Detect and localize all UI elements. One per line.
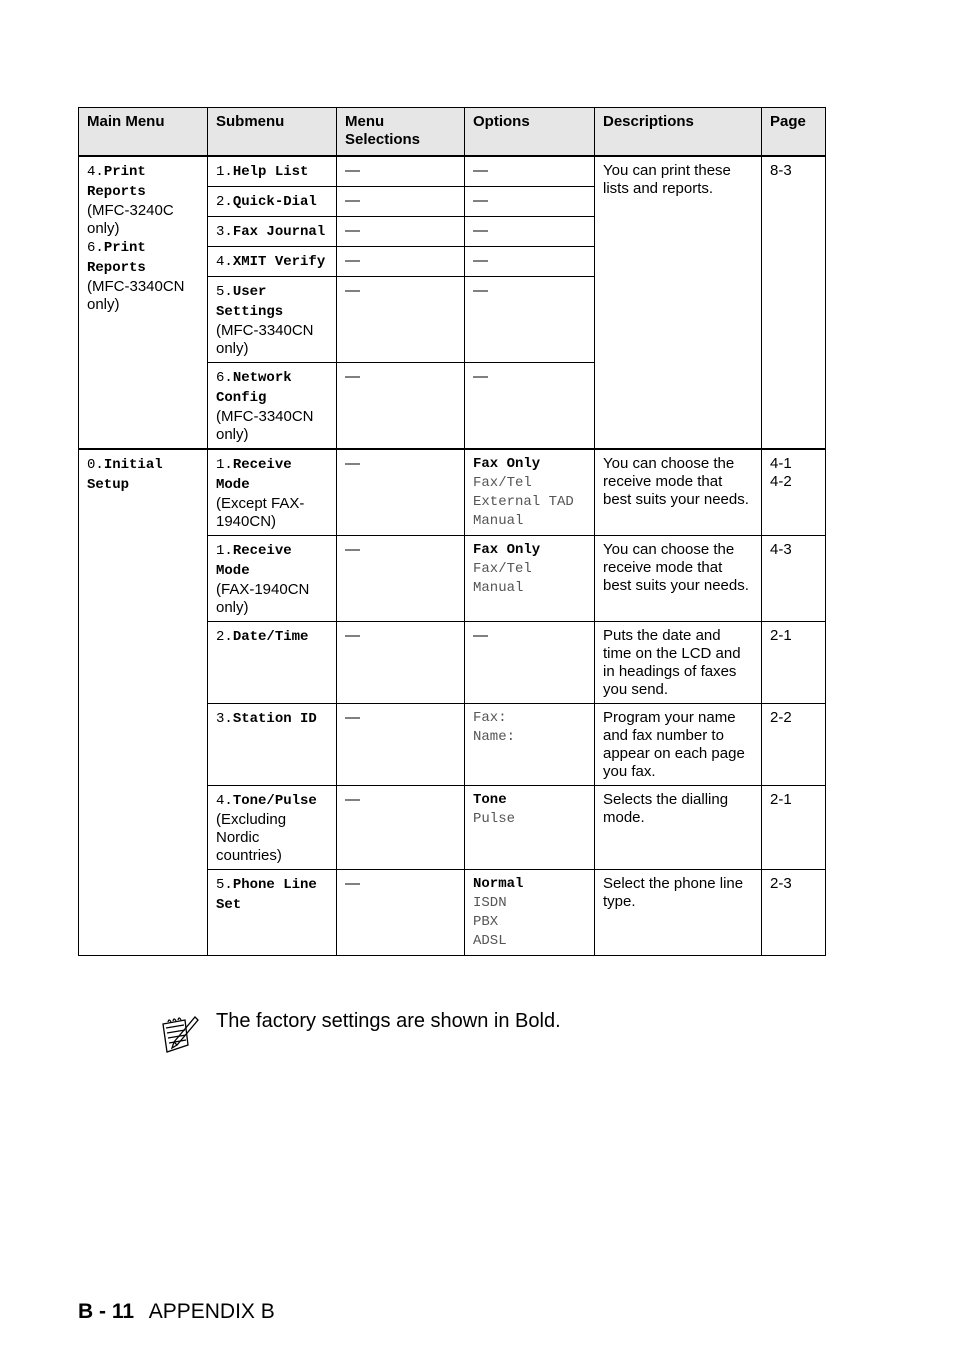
menu-selection-value: — [345, 791, 360, 808]
submenu-title [216, 791, 328, 811]
menu-selection-cell [337, 786, 465, 870]
options-cell [465, 247, 595, 277]
description-text: You can print these lists and reports. [603, 162, 731, 197]
submenu-number: 5. [216, 877, 233, 893]
submenu-number: 2. [216, 194, 233, 210]
menu-selection-cell [337, 536, 465, 622]
page-footer [78, 1299, 275, 1325]
main-menu-name: Print Reports [87, 240, 146, 276]
options-cell [465, 704, 595, 786]
submenu-number: 1. [216, 457, 233, 473]
submenu-name: Help List [232, 164, 309, 180]
submenu-name: Receive Mode [216, 457, 292, 493]
menu-selection-cell [337, 156, 465, 187]
submenu-cell [208, 156, 337, 187]
submenu-number: 3. [216, 711, 233, 727]
menu-selection-value: — [345, 252, 360, 269]
options-cell [465, 622, 595, 704]
submenu-name: Quick-Dial [232, 194, 317, 210]
main-menu-line [87, 202, 199, 238]
description-cell [595, 704, 762, 786]
submenu-number: 3. [216, 224, 233, 240]
submenu-title [216, 252, 328, 272]
option-value: Tone [473, 792, 507, 808]
submenu-title [216, 282, 328, 322]
menu-selection-value: — [345, 455, 360, 472]
menu-selection-cell [337, 363, 465, 450]
options-cell [465, 536, 595, 622]
submenu-name: Network Config [216, 370, 292, 406]
option-value: ISDN [473, 895, 507, 911]
menu-selection-cell [337, 217, 465, 247]
main-menu-name: Print Reports [87, 164, 146, 200]
submenu-cell [208, 363, 337, 450]
description-text: You can choose the receive mode that best suits your needs. [603, 455, 749, 508]
page-ref: 2-3 [770, 875, 792, 892]
submenu-name: XMIT Verify [232, 254, 326, 270]
option-value: — [473, 192, 488, 209]
description-text: Program your name and fax number to appear on each page you fax. [603, 709, 745, 780]
options-cell [465, 217, 595, 247]
submenu-number: 4. [216, 254, 233, 270]
option-value: — [473, 162, 488, 179]
submenu-note: (Excluding Nordic countries) [216, 811, 287, 864]
submenu-name: Phone Line Set [216, 877, 317, 913]
menu-selection-value: — [345, 282, 360, 299]
submenu-cell [208, 277, 337, 363]
description-cell [595, 156, 762, 449]
menu-selection-value: — [345, 627, 360, 644]
submenu-cell [208, 704, 337, 786]
submenu-title [216, 162, 328, 182]
main-menu-number: 0. [87, 457, 104, 473]
menu-selection-cell [337, 277, 465, 363]
page-ref: 8-3 [770, 162, 792, 179]
submenu-note: (MFC-3340CN only) [216, 408, 314, 443]
header-row [79, 108, 826, 157]
menu-selection-value: — [345, 541, 360, 558]
main-menu-number: 4. [87, 164, 104, 180]
submenu-cell [208, 870, 337, 956]
main-menu-line [87, 162, 199, 202]
main-menu-number: 6. [87, 240, 104, 256]
submenu-cell [208, 217, 337, 247]
main-menu-cell [79, 449, 208, 956]
table-row [79, 449, 826, 536]
page-ref: 2-1 [770, 791, 792, 808]
description-cell [595, 536, 762, 622]
submenu-title [216, 192, 328, 212]
appendix-title: APPENDIX B [148, 1300, 275, 1323]
description-text: You can choose the receive mode that best suits your needs. [603, 541, 749, 594]
option-value: Fax/Tel [473, 475, 532, 491]
menu-selection-value: — [345, 368, 360, 385]
option-value: — [473, 222, 488, 239]
submenu-note: (Except FAX-1940CN) [216, 495, 305, 530]
submenu-title [216, 368, 328, 408]
description-cell [595, 870, 762, 956]
description-text: Puts the date and time on the LCD and in headings of faxes you send. [603, 627, 741, 698]
submenu-name: Receive Mode [216, 543, 292, 579]
description-cell [595, 622, 762, 704]
option-value: Fax Only [473, 456, 541, 472]
option-value: Fax: [473, 710, 507, 726]
submenu-number: 5. [216, 284, 233, 300]
header-menu-selections: Menu Selections [337, 108, 465, 157]
submenu-cell [208, 187, 337, 217]
submenu-number: 4. [216, 793, 233, 809]
submenu-note: (MFC-3340CN only) [216, 322, 314, 357]
main-menu-note: (MFC-3240C only) [87, 202, 174, 237]
menu-selection-cell [337, 449, 465, 536]
page-ref: 2-1 [770, 627, 792, 644]
menu-table [78, 107, 826, 956]
note-pencil-icon [160, 1012, 200, 1054]
submenu-name: Date/Time [232, 629, 309, 645]
submenu-name: Station ID [232, 711, 317, 727]
page-number: B - 11 [78, 1300, 135, 1323]
header-options: Options [465, 108, 595, 157]
submenu-title [216, 709, 328, 729]
options-cell [465, 156, 595, 187]
page-cell [762, 156, 826, 449]
menu-selection-cell [337, 622, 465, 704]
menu-selection-cell [337, 704, 465, 786]
option-value: — [473, 282, 488, 299]
header-submenu: Submenu [208, 108, 337, 157]
menu-selection-value: — [345, 875, 360, 892]
submenu-number: 6. [216, 370, 233, 386]
page-cell [762, 704, 826, 786]
page-cell [762, 536, 826, 622]
page-cell [762, 449, 826, 536]
description-cell [595, 449, 762, 536]
option-value: Manual [473, 580, 524, 596]
submenu-note: (FAX-1940CN only) [216, 581, 310, 616]
header-descriptions: Descriptions [595, 108, 762, 157]
submenu-number: 1. [216, 164, 233, 180]
options-cell [465, 870, 595, 956]
submenu-number: 1. [216, 543, 233, 559]
options-cell [465, 449, 595, 536]
page-ref: 4-1 4-2 [770, 455, 792, 490]
main-menu-note: (MFC-3340CN only) [87, 278, 185, 313]
option-value: Normal [473, 876, 524, 892]
description-text: Select the phone line type. [603, 875, 744, 910]
submenu-title [216, 455, 328, 495]
option-value: — [473, 368, 488, 385]
options-cell [465, 786, 595, 870]
options-cell [465, 363, 595, 450]
main-menu-cell [79, 156, 208, 449]
submenu-cell [208, 622, 337, 704]
submenu-name: Tone/Pulse [232, 793, 317, 809]
options-cell [465, 187, 595, 217]
submenu-cell [208, 247, 337, 277]
option-value: PBX [473, 914, 499, 930]
submenu-title [216, 627, 328, 647]
option-value: — [473, 627, 488, 644]
note [160, 1012, 200, 1054]
menu-selection-value: — [345, 222, 360, 239]
submenu-cell [208, 786, 337, 870]
option-value: Pulse [473, 811, 516, 827]
submenu-title [216, 875, 328, 915]
option-value: ADSL [473, 933, 507, 949]
submenu-cell [208, 449, 337, 536]
main-menu-name: Initial Setup [87, 457, 163, 493]
main-menu-line [87, 238, 199, 278]
submenu-name: User Settings [216, 284, 284, 320]
page-cell [762, 786, 826, 870]
option-value: Manual [473, 513, 524, 529]
page-cell [762, 870, 826, 956]
option-value: Name: [473, 729, 516, 745]
menu-selection-value: — [345, 709, 360, 726]
menu-selection-cell [337, 187, 465, 217]
table-row [79, 156, 826, 187]
option-value: Fax Only [473, 542, 541, 558]
header-main-menu: Main Menu [79, 108, 208, 157]
option-value: — [473, 252, 488, 269]
options-cell [465, 277, 595, 363]
submenu-cell [208, 536, 337, 622]
menu-selection-cell [337, 247, 465, 277]
description-cell [595, 786, 762, 870]
note-text: The factory settings are shown in Bold. [216, 1010, 561, 1032]
page-ref: 4-3 [770, 541, 792, 558]
submenu-title [216, 222, 328, 242]
menu-selection-value: — [345, 162, 360, 179]
option-value: Fax/Tel [473, 561, 532, 577]
option-value: External TAD [473, 494, 574, 510]
header-page: Page [762, 108, 826, 157]
page-ref: 2-2 [770, 709, 792, 726]
menu-selection-cell [337, 870, 465, 956]
main-menu-line [87, 455, 199, 495]
menu-selection-value: — [345, 192, 360, 209]
description-text: Selects the dialling mode. [603, 791, 729, 826]
page-cell [762, 622, 826, 704]
submenu-name: Fax Journal [232, 224, 326, 240]
submenu-title [216, 541, 328, 581]
submenu-number: 2. [216, 629, 233, 645]
main-menu-line [87, 278, 199, 314]
